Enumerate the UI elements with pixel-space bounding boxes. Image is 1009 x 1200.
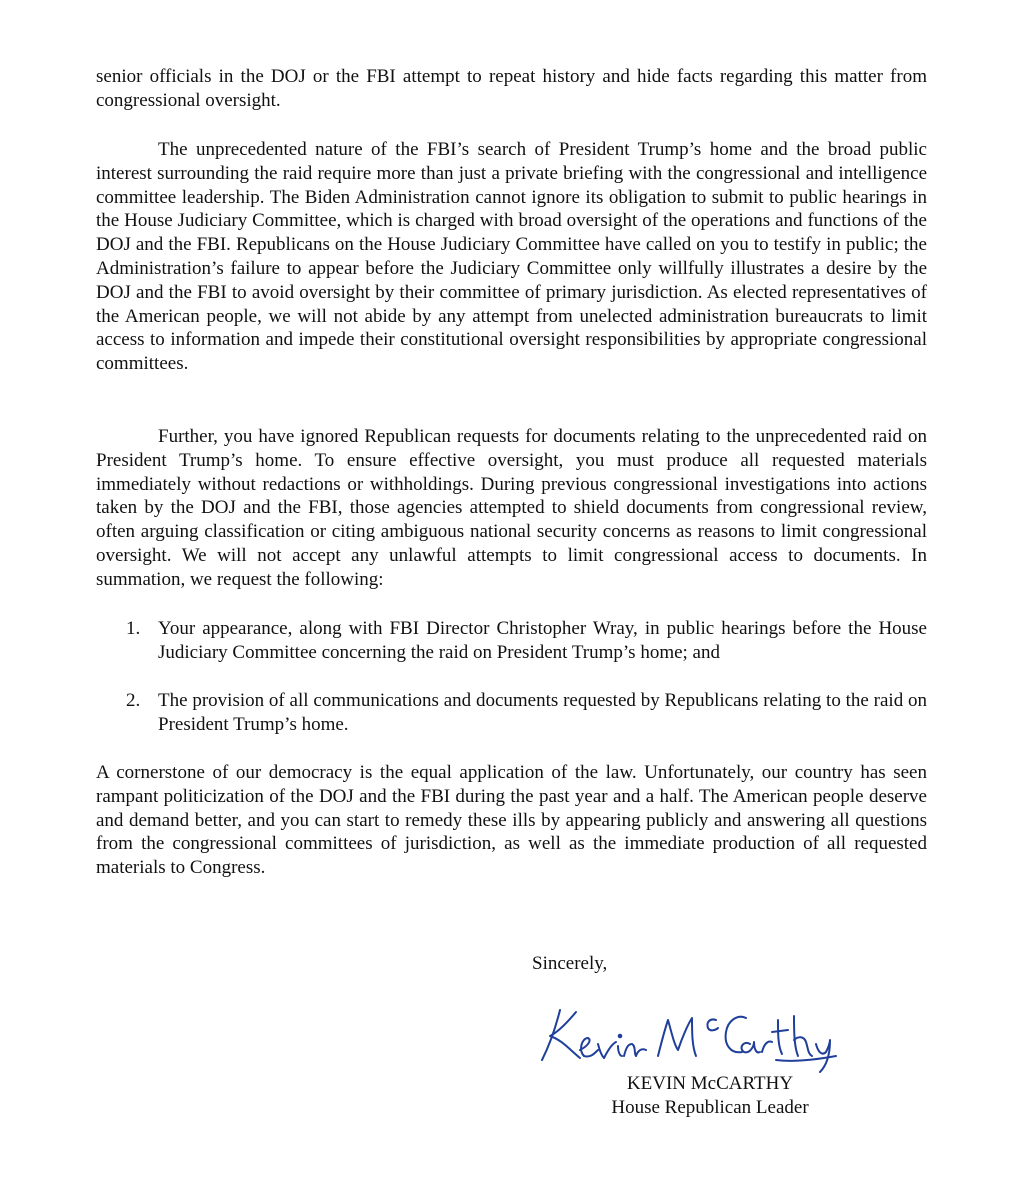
paragraph-document-requests: Further, you have ignored Republican requests for documents relating to the unprecedented raid on President Trump’s home. To ensure effective oversight, you must produce all requested materials immediately without redactions or withholdings. During previous congressional investigations into actions taken by the DOJ and the FBI, those agencies attempted to shield documents from congressional review, often arguing classification or citing ambiguous national security concerns as reasons to limit congressional oversight. We will not accept any unlawful attempts to limit congressional access to documents. In summation, we request the following: (96, 426, 927, 590)
paragraph-continuation: senior officials in the DOJ or the FBI attempt to repeat history and hide facts regarding this matter from congressional oversight. (96, 66, 927, 111)
request-number: 2. (126, 690, 141, 711)
request-number: 1. (126, 618, 141, 639)
request-text: The provision of all communications and documents requested by Republicans relating to the raid on President Trump’s home. (158, 690, 927, 735)
handwritten-signature (532, 1000, 842, 1075)
request-text: Your appearance, along with FBI Director Christopher Wray, in public hearings before the House Judiciary Committee concerning the raid on President Trump’s home; and (158, 618, 927, 663)
paragraph-oversight-hearings: The unprecedented nature of the FBI’s search of President Trump’s home and the broad public interest surrounding the raid require more than just a private briefing with the congressional and intelligence committee leadership. The Biden Administration cannot ignore its obligation to submit to public hearings in the House Judiciary Committee, which is charged with broad oversight of the operations and functions of the DOJ and the FBI. Republicans on the House Judiciary Committee have called on you to testify in public; the Administration’s failure to appear before the Judiciary Committee only willfully illustrates a desire by the DOJ and the FBI to avoid oversight by their committee of primary jurisdiction. As elected representatives of the American people, we will not abide by any attempt from unelected administration bureaucrats to limit access to information and impede their constitutional oversight responsibilities by appropriate congressional committees. (96, 139, 927, 375)
signer-title: House Republican Leader (611, 1097, 809, 1118)
paragraph-conclusion: A cornerstone of our democracy is the equal application of the law. Unfortunately, our country has seen rampant politicization of the DOJ and the FBI during the past year and a half. The American people deserve and demand better, and you can start to remedy these ills by appearing publicly and answering all questions from the congressional committees of jurisdiction, as well as the immediate production of all requested materials to Congress. (96, 762, 927, 879)
closing-salutation: Sincerely, (532, 953, 608, 974)
signer-name: KEVIN McCARTHY (626, 1073, 794, 1094)
signature-block (580, 1072, 840, 1120)
